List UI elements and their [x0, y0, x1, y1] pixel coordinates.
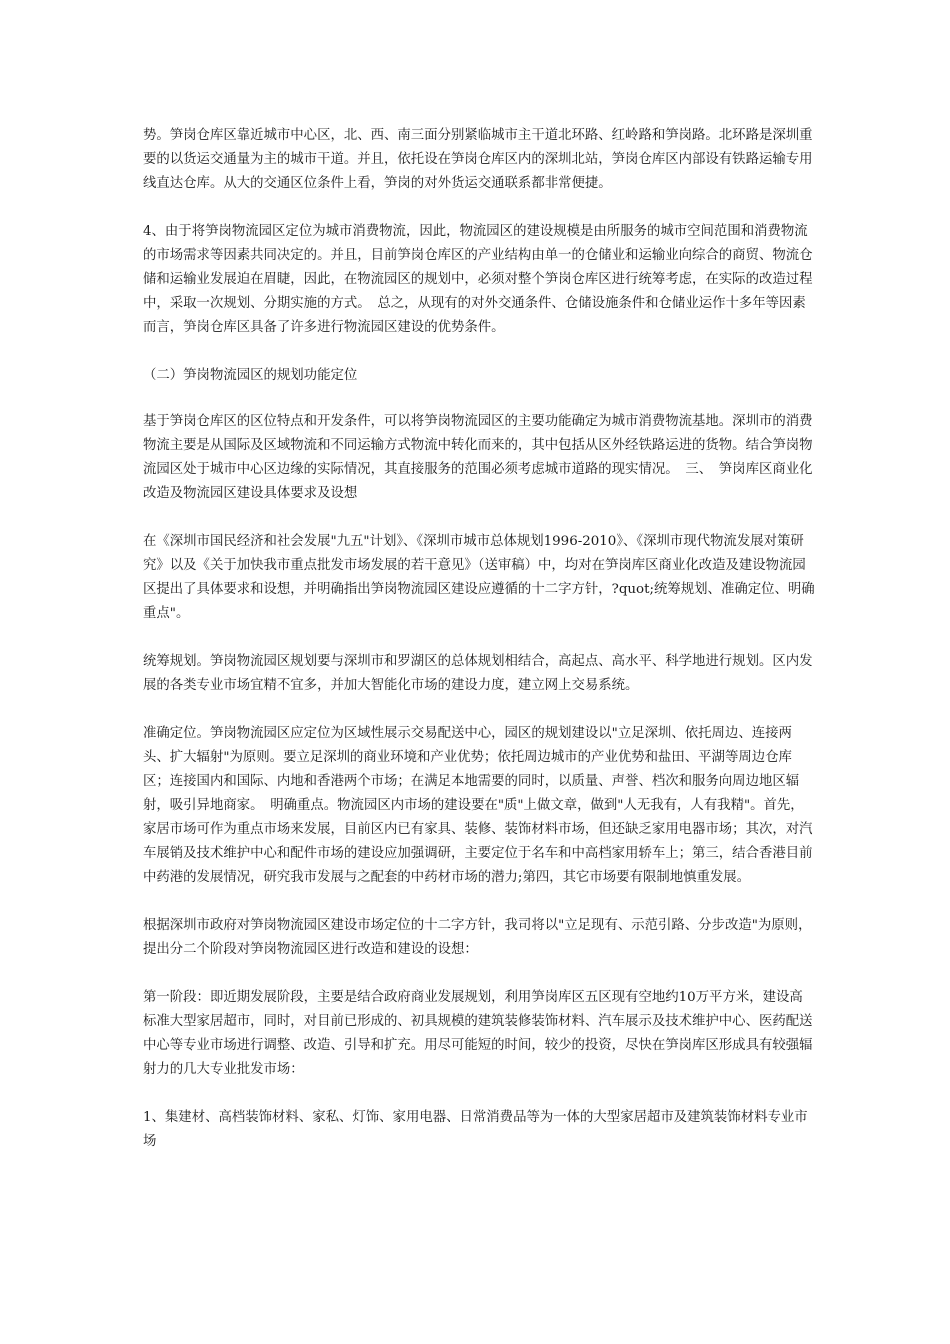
paragraph-planning-policy: 在《深圳市国民经济和社会发展"九五"计划》、《深圳市城市总体规划1996-2010》、《深圳市现代物流发展对策研究》以及《关于加快我市重点批发市场发展的若干意见》（送审稿）中，均对在笋岗库区商业化改造及建设物流园区提出了具体要求和设想，并明确指出笋岗物流园区建设应遵循的十二字方针，?quot;统筹规划、准确定位、明确重点"。: [143, 534, 815, 621]
paragraph-function-positioning: 基于笋岗仓库区的区位特点和开发条件，可以将笋岗物流园区的主要功能确定为城市消费物流基地。深圳市的消费物流主要是从国际及区域物流和不同运输方式物流中转化而来的，其中包括从区外经铁路运进的货物。结合笋岗物流园区处于城市中心区边缘的实际情况，其直接服务的范围必须考虑城市道路的现实情况。 三、 笋岗库区商业化改造及物流园区建设具体要求及设想: [143, 414, 813, 501]
document-body: [143, 124, 815, 1178]
paragraph-accurate-positioning: 准确定位。笋岗物流园区应定位为区域性展示交易配送中心，园区的规划建设以"立足深圳、依托周边、连接两头、扩大辐射"为原则。要立足深圳的商业环境和产业优势；依托周边城市的产业优势和盐田、平湖等周边仓库区；连接国内和国际、内地和香港两个市场；在满足本地需要的同时，以质量、声誉、档次和服务向周边地区辐射，吸引异地商家。 明确重点。物流园区内市场的建设要在"质"上做文章，做到"人无我有，人有我精"。首先，家居市场可作为重点市场来发展，目前区内已有家具、装修、装饰材料市场，但还缺乏家用电器市场；其次，对汽车展销及技术维护中心和配件市场的建设应加强调研，主要定位于名车和中高档家用轿车上；第三，结合香港目前中药港的发展情况，研究我市发展与之配套的中药材市场的潜力;第四，其它市场要有限制地慎重发展。: [143, 726, 813, 885]
paragraph-overall-planning: 统筹规划。笋岗物流园区规划要与深圳市和罗湖区的总体规划相结合，高起点、高水平、科学地进行规划。区内发展的各类专业市场宜精不宜多，并加大智能化市场的建设力度，建立网上交易系统。: [143, 654, 813, 693]
paragraph-two-stage-plan: 根据深圳市政府对笋岗物流园区建设市场定位的十二字方针，我司将以"立足现有、示范引路、分步改造"为原则，提出分二个阶段对笋岗物流园区进行改造和建设的设想：: [143, 918, 812, 957]
list-item-1-home-market: 1、集建材、高档装饰材料、家私、灯饰、家用电器、日常消费品等为一体的大型家居超市及建筑装饰材料专业市场: [143, 1110, 808, 1149]
paragraph-traffic-location: 势。笋岗仓库区靠近城市中心区，北、西、南三面分别紧临城市主干道北环路、红岭路和笋岗路。北环路是深圳重要的以货运交通量为主的城市干道。并且，依托设在笋岗仓库区内的深圳北站，笋岗仓库区内部设有铁路运输专用线直达仓库。从大的交通区位条件上看，笋岗的对外货运交通联系都非常便捷。: [143, 128, 813, 191]
section-heading-function-positioning: （二）笋岗物流园区的规划功能定位: [143, 368, 358, 383]
paragraph-first-stage: 第一阶段：即近期发展阶段，主要是结合政府商业发展规划，利用笋岗库区五区现有空地约10万平方米，建设高标准大型家居超市，同时，对目前已形成的、初具规模的建筑装修装饰材料、汽车展示及技术维护中心、医药配送中心等专业市场进行调整、改造、引导和扩充。用尽可能短的时间，较少的投资，尽快在笋岗库区形成具有较强辐射力的几大专业批发市场：: [143, 990, 813, 1077]
paragraph-point-4: 4、由于将笋岗物流园区定位为城市消费物流，因此，物流园区的建设规模是由所服务的城市空间范围和消费物流的市场需求等因素共同决定的。并且，目前笋岗仓库区的产业结构由单一的仓储业和运输业向综合的商贸、物流仓储和运输业发展迫在眉睫，因此，在物流园区的规划中，必须对整个笋岗仓库区进行统筹考虑，在实际的改造过程中，采取一次规划、分期实施的方式。 总之，从现有的对外交通条件、仓储设施条件和仓储业运作十多年等因素而言，笋岗仓库区具备了许多进行物流园区建设的优势条件。: [143, 224, 813, 335]
